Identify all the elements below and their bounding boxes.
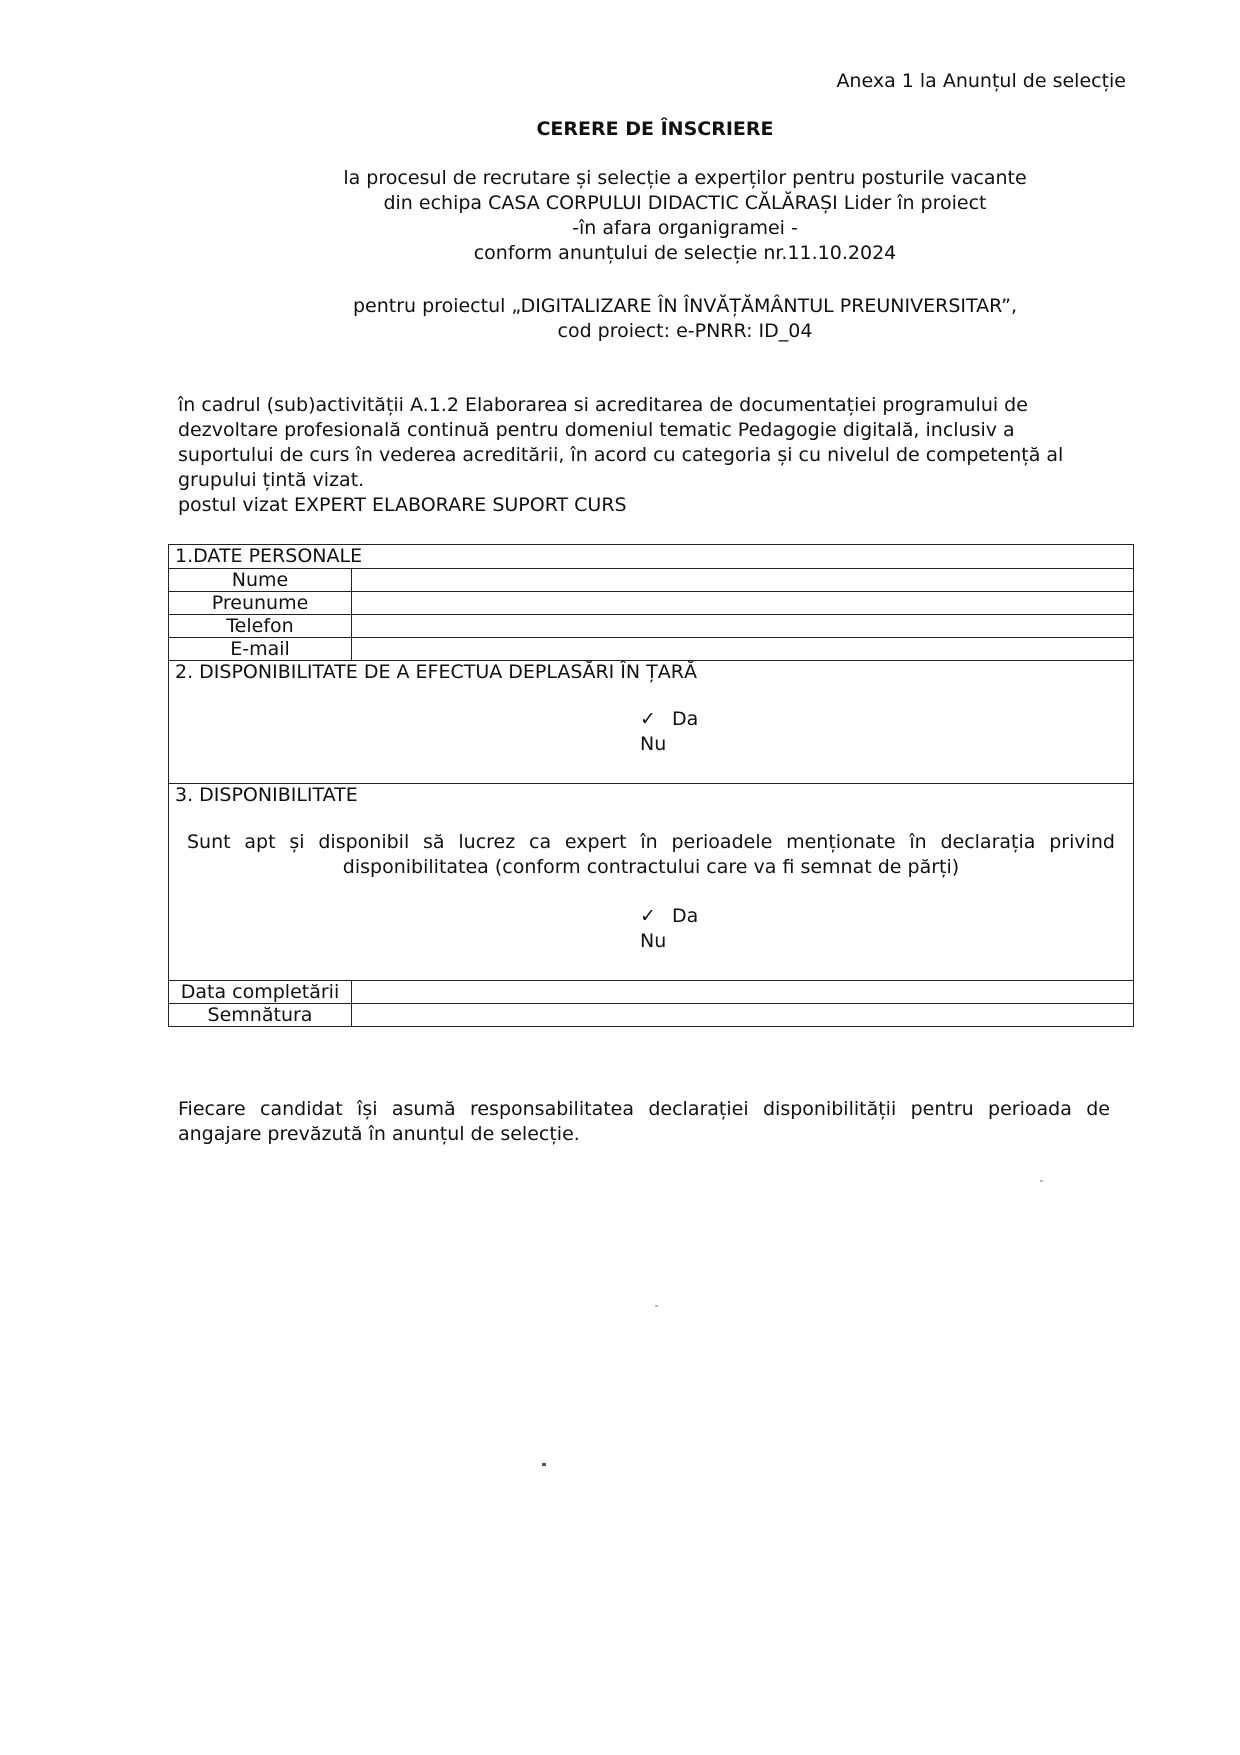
project-line: pentru proiectul „DIGITALIZARE ÎN ÎNVĂȚĂMÂNTUL PREUNIVERSITAR”,	[352, 295, 1017, 317]
option-no-label: Nu	[640, 733, 667, 755]
option-no-travel[interactable]	[640, 732, 1127, 757]
intro-line: suportului de curs în vederea acreditării, în acord cu categoria și cu nivelul de competență al	[178, 444, 1064, 466]
intro-line: în cadrul (sub)activității A.1.2 Elaborarea si acreditarea de documentației programului de	[178, 394, 1028, 416]
intro-line: dezvoltare profesională continuă pentru domeniul tematic Pedagogie digitală, inclusiv a	[178, 419, 1015, 441]
option-yes-label: Da	[672, 708, 699, 730]
field-value-date[interactable]	[352, 981, 1134, 1004]
field-value-name[interactable]	[352, 569, 1134, 592]
field-value-phone[interactable]	[352, 615, 1134, 638]
section-travel-availability	[169, 661, 1134, 784]
availability-statement	[175, 830, 1127, 880]
option-yes-availability[interactable]	[640, 904, 1127, 929]
form-row-phone	[169, 615, 1134, 638]
field-label-surname: Preunume	[169, 592, 352, 615]
subtitle-block	[0, 166, 1240, 266]
intro-block	[178, 393, 1098, 518]
option-yes-label: Da	[672, 905, 699, 927]
footer-line: angajare prevăzută în anunțul de selecție.	[178, 1123, 580, 1145]
form-row-name	[169, 569, 1134, 592]
form-row-signature	[169, 1004, 1134, 1027]
field-value-surname[interactable]	[352, 592, 1134, 615]
field-label-email: E-mail	[169, 638, 352, 661]
section-travel-title: 2. DISPONIBILITATE DE A EFECTUA DEPLASĂRI ÎN ȚARĂ	[175, 661, 697, 683]
option-no-label: Nu	[640, 930, 667, 952]
form-row-date	[169, 981, 1134, 1004]
annex-label: Anexa 1 la Anunțul de selecție	[836, 70, 1126, 92]
availability-line: Sunt apt și disponibil să lucrez ca expert în perioadele menționate în declarația privind	[187, 831, 1115, 853]
footer-note	[178, 1097, 1110, 1147]
subtitle-line: la procesul de recrutare și selecție a experților pentru posturile vacante	[343, 167, 1027, 189]
field-label-date: Data completării	[169, 981, 352, 1004]
field-label-name: Nume	[169, 569, 352, 592]
field-value-email[interactable]	[352, 638, 1134, 661]
option-no-availability[interactable]	[640, 929, 1127, 954]
application-form-table	[168, 544, 1134, 1027]
option-yes-travel[interactable]	[640, 707, 1127, 732]
section-availability	[169, 784, 1134, 981]
availability-line: disponibilitatea (conform contractului care va fi semnat de părți)	[342, 856, 960, 878]
post-line: postul vizat EXPERT ELABORARE SUPORT CURS	[178, 494, 627, 516]
field-label-phone: Telefon	[169, 615, 352, 638]
scan-speck	[542, 1463, 546, 1466]
subtitle-line: -în afara organigramei -	[572, 217, 798, 239]
form-row-surname	[169, 592, 1134, 615]
scan-speck	[655, 1305, 658, 1307]
footer-line: Fiecare candidat își asumă responsabilitatea declarației disponibilității pentru perioada de	[178, 1098, 1110, 1120]
document-title: CERERE DE ÎNSCRIERE	[536, 118, 774, 140]
form-row-email	[169, 638, 1134, 661]
field-label-signature: Semnătura	[169, 1004, 352, 1027]
checkmark-icon: ✓	[640, 905, 656, 927]
checkmark-icon: ✓	[640, 708, 656, 730]
subtitle-line: conform anunțului de selecție nr.11.10.2024	[473, 242, 897, 264]
subtitle-line: din echipa CASA CORPULUI DIDACTIC CĂLĂRAȘI Lider în proiect	[383, 192, 987, 214]
field-value-signature[interactable]	[352, 1004, 1134, 1027]
section-availability-title: 3. DISPONIBILITATE	[175, 784, 358, 806]
project-code: cod proiect: e-PNRR: ID_04	[557, 320, 813, 342]
section-personal-data-title: 1.DATE PERSONALE	[169, 545, 1134, 569]
scan-speck	[1040, 1180, 1043, 1182]
project-block	[0, 294, 1240, 344]
intro-line: grupului țintă vizat.	[178, 469, 365, 491]
